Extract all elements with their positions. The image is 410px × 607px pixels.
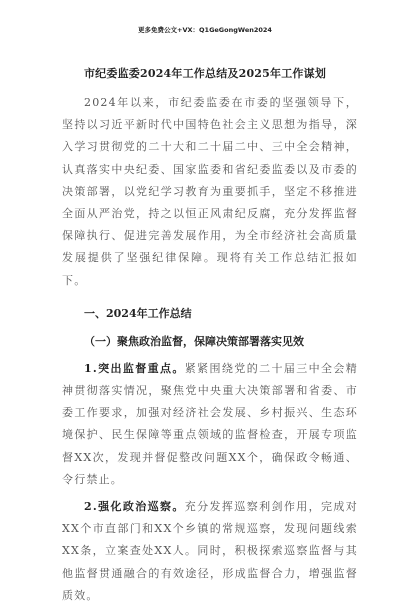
item-lead-2: 2.强化政治巡察。 [84, 500, 185, 514]
item-paragraph-2 [62, 496, 358, 607]
subsection-heading: （一）聚焦政治监督，保障决策部署落实见效 [84, 334, 304, 348]
document-title: 市纪委监委2024年工作总结及2025年工作谋划 [83, 67, 327, 80]
item-text-1: 紧紧围绕党的二十届三中全会精神贯彻落实情况，聚焦党中央重大决策部署和省委、市委工作要求，加强对经济社会发展、乡村振兴、生态环境保护、民生保障等重点领域的监督检查，开展专项监督XX次，发现并督促整改问题XX个，确保政令畅通、令行禁止。 [62, 361, 358, 486]
section-heading: 一、2024年工作总结 [84, 306, 192, 320]
intro-paragraph: 2024年以来，市纪委监委在市委的坚强领导下，坚持以习近平新时代中国特色社会主义思想为指导，深入学习贯彻党的二十大和二十届二中、三中全会精神，认真落实中央纪委、国家监委和省纪委监委以及市委的决策部署，以党纪学习教育为重要抓手，坚定不移推进全面从严治党，持之以恒正风肃纪反腐，充分发挥监督保障执行、促进完善发展作用，为全市经济社会高质量发展提供了坚强纪律保障。现将有关工作总结汇报如下。 [62, 96, 358, 287]
item-text-2: 充分发挥巡察利剑作用，完成对XX个市直部门和XX个乡镇的常规巡察，发现问题线索XX条，立案查处XX人。同时，积极探索巡察监督与其他监督贯通融合的有效途径，形成监督合力，增强监督质效。 [62, 500, 358, 602]
document-body [62, 92, 358, 607]
item-paragraph-1 [62, 358, 358, 491]
header-note: 更多免费公文+VX：Q1GeGongWen2024 [138, 26, 272, 34]
item-lead-1: 1.突出监督重点。 [84, 361, 185, 375]
